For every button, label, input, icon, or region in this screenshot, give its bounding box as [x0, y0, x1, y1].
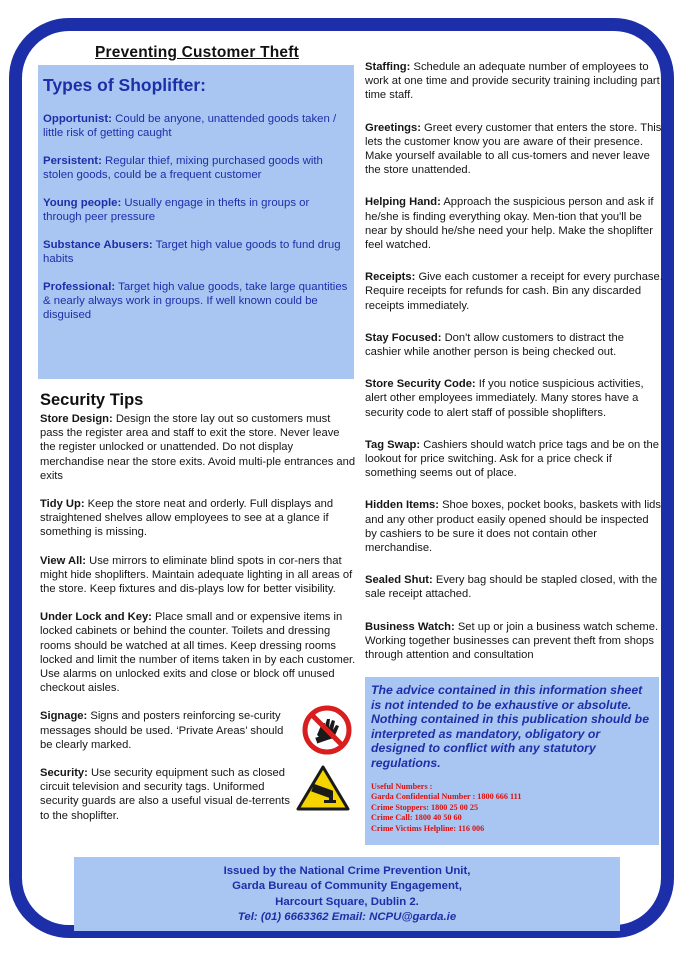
type-item-young-people: Young people: Usually engage in thefts in groups or through peer pressure [43, 197, 310, 223]
tip-helping-hand: Helping Hand: Approach the suspicious person and ask if he/she is finding everything okay. Men-tion that you'll be near by should he/she need your help. Make the shoplifter feel watched. [365, 196, 654, 252]
tip-view-all: View All: Use mirrors to eliminate blind spots in cor-ners that might hide shoplifters. Maintain adequate lighting in all areas of the store. Keep fixtures and dis-plays low for better visibility. [40, 554, 353, 596]
issued-by-box [74, 857, 620, 931]
tip-under-lock-and-key: Under Lock and Key: Place small and or expensive items in locked cabinets or behind the counter. Toilets and dressing rooms should be watched at all times. Keep dressing rooms locked and limit the number of items taken in by each customer. Use alarms on unlocked exits and close or block off unused checkout aisles. [40, 611, 356, 695]
tip-hidden-items: Hidden Items: Shoe boxes, pocket books, baskets with lids and any other product easily opened should be inspected by cashiers to be sure it does not contain other merchandise. [365, 499, 661, 555]
useful-number-crime-stoppers: Crime Stoppers: 1800 25 00 25 [371, 802, 479, 812]
type-item-opportunist: Opportunist: Could be anyone, unattended goods taken / little risk of getting caught [43, 113, 337, 139]
useful-number-crime-victims: Crime Victims Helpline: 116 006 [371, 823, 485, 833]
tip-staffing: Staffing: Schedule an adequate number of employees to work at one time and provide security training including part time staff. [365, 61, 660, 102]
tip-signage: Signage: Signs and posters reinforcing se-curity messages should be used. ‘Private Areas’ should be clearly marked. [40, 710, 284, 751]
cctv-warning-icon [296, 765, 350, 811]
issued-line-1: Issued by the National Crime Prevention Unit, [223, 865, 471, 877]
tip-store-design: Store Design: Design the store lay out so customers must pass the register area and staff to exit the store. Never leave the register unlocked or unattended. Do not display merchandise near the store exits. Avoid multi-ple entrances and exits [40, 413, 356, 482]
tip-security: Security: Use security equipment such as closed circuit television and security tags. Uniformed security guards are also a useful visual de-terrents to the shoplifter. [40, 767, 290, 822]
no-theft-hand-icon [302, 705, 352, 755]
type-item-substance-abusers: Substance Abusers: Target high value goods to fund drug habits [43, 239, 341, 265]
tip-store-security-code: Store Security Code: If you notice suspicious activities, alert other employees immediately. Many stores have a security code to alert staff of possible shoplifters. [365, 378, 644, 419]
useful-numbers [371, 782, 651, 835]
disclaimer-text: The advice contained in this information sheet is not intended to be exhaustive or absolute. Nothing contained in this publication should be interpreted as mandatory, obligatory or designed to conflict with any statutory regulations. [371, 683, 650, 770]
disclaimer-box [365, 677, 659, 845]
issued-line-2: Garda Bureau of Community Engagement, [232, 880, 462, 893]
useful-number-crime-call: Crime Call: 1800 40 50 60 [371, 813, 462, 823]
signage-section [38, 709, 356, 822]
type-item-persistent: Persistent: Regular thief, mixing purchased goods with stolen goods, could be a frequent customer [43, 155, 323, 181]
tip-receipts: Receipts: Give each customer a receipt for every purchase. Require receipts for refunds for cash. Bin any discarded receipts immediately. [365, 271, 663, 312]
issued-line-3: Harcourt Square, Dublin 2. [275, 895, 419, 908]
useful-numbers-heading: Useful Numbers : [371, 781, 433, 791]
useful-number-garda-confidential: Garda Confidential Number : 1800 666 111 [371, 792, 522, 802]
security-tips-heading: Security Tips [40, 391, 144, 409]
types-heading: Types of Shoplifter: [43, 75, 207, 95]
left-column [38, 44, 356, 837]
tip-stay-focused: Stay Focused: Don't allow customers to distract the cashier while another person is being checked out. [365, 331, 624, 359]
tip-business-watch: Business Watch: Set up or join a business watch scheme. Working together businesses can prevent theft from shops through attention and consultation [365, 620, 659, 662]
tip-greetings: Greetings: Greet every customer that enters the store. This lets the customer know you are aware of their presence. Make yourself available to all cus-tomers and never leave the store unattended. [365, 121, 662, 177]
issued-contact: Tel: (01) 6663362 Email: NCPU@garda.ie [237, 910, 457, 923]
type-item-professional: Professional: Target high value goods, take large quantities & nearly always work in groups. If well known could be disguised [43, 281, 348, 321]
right-column [365, 60, 663, 680]
tip-tidy-up: Tidy Up: Keep the store neat and orderly. Full displays and straightened shelves allow employees to see at a glance if something is missing. [40, 498, 334, 539]
page-title: Preventing Customer Theft [95, 44, 299, 61]
tip-sealed-shut: Sealed Shut: Every bag should be stapled closed, with the sale receipt attached. [365, 574, 658, 601]
types-of-shoplifter-box [38, 65, 354, 379]
tip-tag-swap: Tag Swap: Cashiers should watch price tags and be on the lookout for price switching. Ask for a price check if something seems out of place. [365, 438, 659, 480]
